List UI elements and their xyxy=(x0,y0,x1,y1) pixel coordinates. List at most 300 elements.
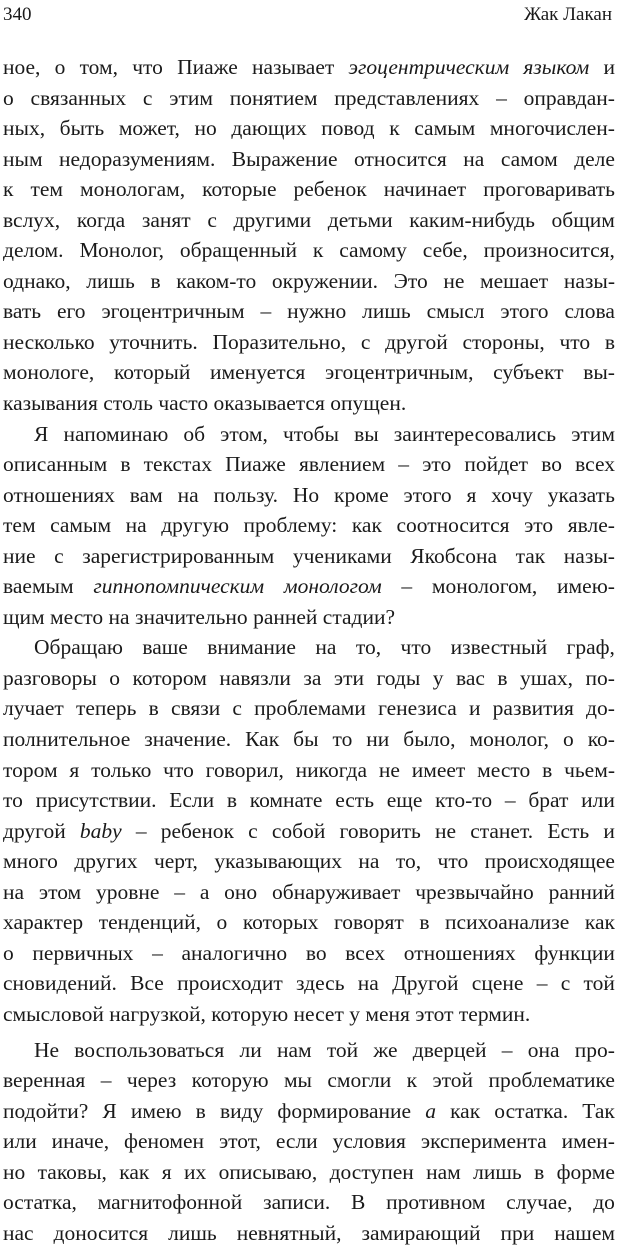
text-line xyxy=(3,846,615,877)
word: другой xyxy=(3,818,66,843)
word: том, xyxy=(79,55,118,79)
word: функции xyxy=(534,940,615,965)
word: слова xyxy=(564,299,615,324)
word: пользу. xyxy=(213,482,279,507)
word: на xyxy=(357,971,379,996)
word: этим xyxy=(571,421,615,446)
text-line xyxy=(3,419,615,450)
word: проблемами xyxy=(254,696,366,721)
word: разговоры xyxy=(3,665,97,690)
word: говорить xyxy=(339,818,421,843)
italic-word: эгоцентрическим xyxy=(348,55,510,79)
word: Поразительно, xyxy=(212,329,347,354)
word: и xyxy=(603,818,615,843)
word: что xyxy=(559,329,591,354)
word: этом xyxy=(38,879,82,904)
word: я xyxy=(161,1159,172,1184)
italic-word: baby xyxy=(79,818,122,843)
body-text xyxy=(3,52,615,1248)
word: у xyxy=(432,665,444,690)
word: с xyxy=(207,207,217,232)
word: место xyxy=(477,757,531,782)
word: известный xyxy=(450,635,548,660)
word: себе, xyxy=(422,238,468,263)
word: станет. xyxy=(470,818,534,843)
word: доступен xyxy=(329,1159,414,1184)
word: – xyxy=(100,1068,112,1093)
word: но xyxy=(3,1159,26,1184)
word: годы xyxy=(376,665,421,690)
word: зарегистрированным xyxy=(82,543,275,568)
text-line xyxy=(3,144,615,175)
running-title: Жак Лакан xyxy=(524,4,612,25)
word: тенденций, xyxy=(98,910,202,935)
text-line xyxy=(3,327,615,358)
word: ребенок xyxy=(160,818,234,843)
text-line xyxy=(3,1096,615,1127)
word: вы xyxy=(354,421,379,446)
text-line xyxy=(3,510,615,541)
italic-word: монологом xyxy=(283,574,382,599)
word: – xyxy=(504,788,516,813)
word: этот xyxy=(415,1001,454,1026)
text-line xyxy=(3,693,615,724)
word: бы xyxy=(293,727,319,752)
word: В xyxy=(351,1190,366,1215)
text-line xyxy=(3,938,615,969)
word: описанным xyxy=(3,452,108,477)
word: лишь xyxy=(473,1159,522,1184)
word: форме xyxy=(556,1159,615,1184)
word: здесь xyxy=(296,971,345,996)
word: то xyxy=(3,788,23,813)
word: этой xyxy=(432,1068,474,1093)
word: подойти? xyxy=(3,1098,89,1123)
word: невнятный, xyxy=(236,1220,342,1245)
word: явлением xyxy=(298,452,386,477)
word: с xyxy=(232,696,242,721)
word: на xyxy=(108,604,130,629)
word: смысловой xyxy=(3,1001,104,1026)
text-line xyxy=(3,999,615,1030)
word: то, xyxy=(355,635,382,660)
word: этом, xyxy=(220,421,268,446)
word: в xyxy=(534,1159,545,1184)
word: доносится xyxy=(53,1220,149,1245)
word: проблему: xyxy=(243,513,338,538)
word: столь xyxy=(103,391,153,416)
word: и xyxy=(468,696,481,721)
word: о xyxy=(563,727,574,752)
word: о xyxy=(109,665,120,690)
text-line xyxy=(3,632,615,663)
word: же xyxy=(373,1037,398,1062)
text-line xyxy=(3,1218,615,1248)
word: назы- xyxy=(563,268,615,293)
word: что xyxy=(400,635,432,660)
word: щим xyxy=(3,604,45,629)
word: она xyxy=(527,1037,560,1062)
word: соотносится xyxy=(396,513,510,538)
word: в xyxy=(148,696,159,721)
text-line xyxy=(3,785,615,816)
word: Так xyxy=(582,1098,615,1123)
word: с xyxy=(360,329,371,354)
word: иначе, xyxy=(51,1129,110,1154)
text-line xyxy=(3,266,615,297)
word: напоминаю xyxy=(63,421,169,446)
word: деле xyxy=(574,146,615,171)
word: ваше xyxy=(142,635,188,660)
word: самом xyxy=(500,146,558,171)
word: монологам, xyxy=(79,177,186,202)
word: начинает xyxy=(383,177,467,202)
word: отношениях xyxy=(403,940,516,965)
word: опущен. xyxy=(330,391,407,416)
word: лишь xyxy=(168,1220,217,1245)
text-line xyxy=(3,357,615,388)
word: много xyxy=(3,849,58,874)
text-line xyxy=(3,968,615,999)
word: остатка. xyxy=(494,1098,569,1123)
word: явле- xyxy=(567,513,615,538)
word: несет xyxy=(293,1001,344,1026)
word: остатка, xyxy=(3,1190,77,1215)
word: но xyxy=(194,116,217,141)
word: – xyxy=(398,452,410,477)
word: то xyxy=(332,727,353,752)
word: назы- xyxy=(563,543,615,568)
word: а xyxy=(199,879,210,904)
word: Другой xyxy=(392,971,459,996)
word: никогда xyxy=(295,757,368,782)
word: этого xyxy=(500,299,549,324)
word: вать xyxy=(3,299,42,324)
word: в xyxy=(226,788,238,813)
word: кто-то xyxy=(435,788,493,813)
word: эгоцентричным xyxy=(101,299,245,324)
text-line xyxy=(3,1126,615,1157)
word: ное, xyxy=(3,55,41,79)
word: общим xyxy=(551,207,615,232)
word: связанных xyxy=(30,85,127,110)
word: – xyxy=(501,1037,513,1062)
word: за xyxy=(303,665,322,690)
word: значение. xyxy=(144,727,232,752)
word: Но xyxy=(292,482,320,507)
word: о xyxy=(3,85,14,110)
running-head xyxy=(3,2,612,30)
word: – xyxy=(152,940,163,965)
word: его xyxy=(56,299,86,324)
word: Пиаже xyxy=(177,55,238,79)
word: я xyxy=(466,482,477,507)
text-line xyxy=(3,907,615,938)
word: ушах, xyxy=(520,665,574,690)
word: это xyxy=(422,452,452,477)
word: что xyxy=(132,55,163,79)
text-line xyxy=(3,388,615,419)
word: учениками xyxy=(292,543,392,568)
word: кроме xyxy=(334,482,389,507)
word: нужно xyxy=(287,299,347,324)
text-line xyxy=(3,755,615,786)
word: не xyxy=(443,268,465,293)
word: происходит xyxy=(177,971,283,996)
word: к xyxy=(389,116,400,141)
word: оправдан- xyxy=(523,85,615,110)
word: которые xyxy=(202,177,277,202)
text-line xyxy=(3,83,615,114)
text-line xyxy=(3,113,615,144)
text-line xyxy=(3,1157,615,1188)
word: эгоцентричным, xyxy=(324,360,474,385)
word: именуется xyxy=(210,360,306,385)
word: окружении. xyxy=(271,268,379,293)
word: тем xyxy=(30,177,63,202)
text-line xyxy=(3,1035,615,1066)
word: с xyxy=(248,818,258,843)
word: Я xyxy=(102,1098,117,1123)
word: случае, xyxy=(506,1190,573,1215)
word: может, xyxy=(118,116,180,141)
word: как xyxy=(119,1159,150,1184)
word: о xyxy=(3,940,14,965)
word: всех xyxy=(575,452,615,477)
word: о xyxy=(54,55,66,79)
word: пойдет xyxy=(464,452,529,477)
word: который xyxy=(113,360,191,385)
word: что xyxy=(163,757,194,782)
word: на xyxy=(358,849,380,874)
word: то, xyxy=(395,849,422,874)
word: в xyxy=(604,329,615,354)
word: к xyxy=(406,1068,418,1093)
word: понятием xyxy=(229,85,318,110)
word: обнаруживает xyxy=(272,879,401,904)
word: каким-нибудь xyxy=(409,207,535,232)
word: – xyxy=(135,818,147,843)
word: с xyxy=(54,543,64,568)
word: смысл xyxy=(426,299,485,324)
word: черт, xyxy=(153,849,198,874)
word: отношениях xyxy=(3,482,115,507)
word: до- xyxy=(586,696,615,721)
word: про- xyxy=(574,1037,615,1062)
word: каком-то xyxy=(176,268,257,293)
word: заинтересовались xyxy=(393,421,557,446)
word: чьем- xyxy=(564,757,615,782)
word: проговаривать xyxy=(483,177,615,202)
word: ли xyxy=(239,1037,262,1062)
word: этим xyxy=(169,85,213,110)
word: быть xyxy=(59,116,105,141)
word: казывания xyxy=(3,391,98,416)
word: происходящее xyxy=(484,849,615,874)
word: ным xyxy=(3,146,43,171)
word: я xyxy=(69,757,80,782)
word: и xyxy=(603,55,615,79)
word: при xyxy=(500,1220,535,1245)
word: это xyxy=(524,513,554,538)
word: имею xyxy=(130,1098,182,1123)
word: самым xyxy=(414,116,476,141)
word: несколько xyxy=(3,329,95,354)
word: часто xyxy=(158,391,209,416)
word: нам xyxy=(426,1159,461,1184)
word: нас xyxy=(3,1220,34,1245)
word: термин. xyxy=(458,1001,531,1026)
word: Как xyxy=(245,727,280,752)
word: с xyxy=(142,85,153,110)
text-line xyxy=(3,571,615,602)
word: первичных xyxy=(32,940,134,965)
word: котором xyxy=(132,665,207,690)
word: в xyxy=(150,268,161,293)
word: навязли xyxy=(219,665,291,690)
word: на xyxy=(3,879,25,904)
word: сновидений. xyxy=(3,971,117,996)
word: Якобсона xyxy=(410,543,498,568)
text-line xyxy=(3,724,615,755)
word: Это xyxy=(393,268,428,293)
word: аналогично xyxy=(181,940,288,965)
word: оказывается xyxy=(213,391,325,416)
word: ко- xyxy=(587,727,615,752)
word: только xyxy=(91,757,152,782)
italic-word: языком xyxy=(523,55,590,79)
word: делом. xyxy=(3,238,64,263)
word: так xyxy=(515,543,546,568)
word: на xyxy=(177,482,199,507)
word: многочислен- xyxy=(489,116,615,141)
text-line xyxy=(3,174,615,205)
word: было, xyxy=(403,727,456,752)
word: на xyxy=(315,635,337,660)
word: теперь xyxy=(75,696,137,721)
word: что xyxy=(437,849,469,874)
word: феномен xyxy=(124,1129,205,1154)
word: произносится, xyxy=(483,238,615,263)
word: об xyxy=(183,421,206,446)
word: занят xyxy=(141,207,191,232)
word: нам xyxy=(276,1037,312,1062)
word: – xyxy=(174,879,185,904)
word: ваемым xyxy=(3,574,74,599)
word: которых xyxy=(242,910,319,935)
word: другими xyxy=(233,207,312,232)
word: обращенный xyxy=(179,238,297,263)
word: характер xyxy=(3,910,84,935)
word: значительно xyxy=(134,604,248,629)
text-line xyxy=(3,541,615,572)
word: – xyxy=(401,574,413,599)
word: формирование xyxy=(277,1098,412,1123)
word: полнительное xyxy=(3,727,131,752)
word: мы xyxy=(283,1068,312,1093)
italic-word: гипнопомпическим xyxy=(93,574,265,599)
word: однако, xyxy=(3,268,71,293)
text-line xyxy=(3,205,615,236)
word: чтобы xyxy=(282,421,339,446)
word: замирающий xyxy=(361,1220,481,1245)
word: сцене xyxy=(471,971,524,996)
word: других xyxy=(74,849,138,874)
word: – xyxy=(536,971,548,996)
word: брат xyxy=(528,788,569,813)
word: самым xyxy=(50,513,112,538)
word: Пиаже xyxy=(225,452,286,477)
word: субъект xyxy=(493,360,564,385)
word: уровне xyxy=(95,879,160,904)
word: или xyxy=(3,1129,37,1154)
word: противном xyxy=(386,1190,486,1215)
word: вас xyxy=(455,665,485,690)
word: ние xyxy=(3,543,36,568)
word: психоанализе xyxy=(445,910,570,935)
word: на xyxy=(463,146,485,171)
word: не xyxy=(378,757,400,782)
word: описываю, xyxy=(218,1159,318,1184)
word: – xyxy=(260,299,272,324)
word: до xyxy=(593,1190,615,1215)
word: ранней xyxy=(253,604,318,629)
word: говорил, xyxy=(205,757,284,782)
word: имен- xyxy=(561,1129,615,1154)
word: мешает xyxy=(480,268,549,293)
word: веренная xyxy=(3,1068,86,1093)
word: которую xyxy=(191,1068,269,1093)
word: стадии? xyxy=(322,604,396,629)
word: имеет xyxy=(411,757,466,782)
word: указать xyxy=(547,482,615,507)
word: уточнить. xyxy=(109,329,198,354)
text-line xyxy=(3,816,615,847)
word: лишь xyxy=(362,299,411,324)
word: лишь xyxy=(86,268,135,293)
text-line xyxy=(3,296,615,327)
word: вслух, xyxy=(3,207,61,232)
word: таковы, xyxy=(37,1159,107,1184)
word: собой xyxy=(271,818,326,843)
word: монолог, xyxy=(469,727,550,752)
word: в xyxy=(542,757,553,782)
italic-word: а xyxy=(425,1098,436,1123)
text-line xyxy=(3,1065,615,1096)
word: Монолог, xyxy=(79,238,165,263)
word: Выражение xyxy=(231,146,338,171)
word: эти xyxy=(333,665,364,690)
word: их xyxy=(183,1159,207,1184)
word: Если xyxy=(169,788,215,813)
word: лучает xyxy=(3,696,64,721)
word: тором xyxy=(3,757,58,782)
text-line xyxy=(3,602,615,633)
word: генезиса xyxy=(378,696,457,721)
word: у xyxy=(349,1001,360,1026)
word: ребенок xyxy=(293,177,367,202)
word: чрезвычайно xyxy=(415,879,534,904)
word: детьми xyxy=(327,207,393,232)
word: связи xyxy=(170,696,221,721)
word: этот, xyxy=(218,1129,261,1154)
word: еще xyxy=(386,788,423,813)
word: во xyxy=(541,452,562,477)
page-number: 340 xyxy=(3,4,32,25)
word: записи. xyxy=(263,1190,331,1215)
word: с xyxy=(560,971,571,996)
word: текстах xyxy=(143,452,212,477)
